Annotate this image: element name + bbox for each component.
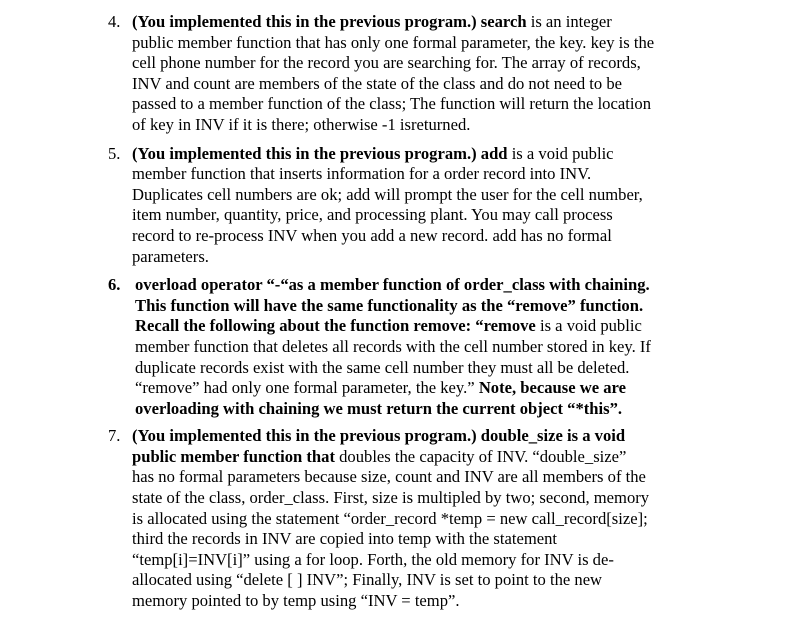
- item-body: [135, 275, 725, 419]
- text-line: [132, 426, 722, 447]
- text-line: [132, 570, 722, 591]
- text-line: [135, 296, 725, 317]
- bold-text: Recall the following about the function remove: “remove: [135, 316, 536, 336]
- bold-text: (You implemented this in the previous program.) search: [132, 12, 527, 31]
- text-line: [132, 115, 722, 136]
- text: item number, quantity, price, and processing plant. You may call process: [132, 205, 613, 225]
- text-line: [132, 509, 722, 530]
- text-line: [132, 467, 722, 488]
- text: duplicate records exist with the same cell number they must all be deleted.: [135, 357, 630, 377]
- text: “temp[i]=INV[i]” using a for loop. Forth, the old memory for INV is de-: [132, 549, 614, 569]
- text-line: [135, 399, 725, 420]
- text-line: [132, 94, 722, 115]
- text: has no formal parameters because size, count and INV are all members of the: [132, 467, 646, 487]
- text: third the records in INV are copied into temp with the statement: [132, 529, 558, 549]
- text: state of the class, order_class. First, size is multipled by two; second, memory: [132, 488, 650, 508]
- text-line: [132, 74, 722, 95]
- list-item-6: [0, 275, 795, 419]
- text: public member function that has only one formal parameter, the key. key is the: [132, 32, 655, 52]
- text-line: [132, 205, 722, 226]
- text: parameters.: [132, 246, 209, 266]
- text: cell phone number for the record you are searching for. The array of records,: [132, 53, 641, 73]
- item-number: 4.: [108, 12, 121, 31]
- document-page: [0, 12, 795, 612]
- item-body: [132, 12, 722, 136]
- text-line: [132, 53, 722, 74]
- text: member function that inserts information for a order record into INV.: [132, 164, 592, 184]
- item-number: 5.: [108, 143, 121, 163]
- text-line: [132, 226, 722, 247]
- item-body: [132, 426, 722, 611]
- text-line: [132, 447, 722, 468]
- text: is allocated using the statement “order_record *temp = new call_record[size];: [132, 508, 648, 528]
- text-line: [132, 247, 722, 268]
- text: of key in INV if it is there; otherwise -1 isreturned.: [132, 114, 471, 134]
- text: is a void public: [507, 143, 614, 163]
- text-line: [132, 144, 722, 165]
- text: Duplicates cell numbers are ok; add will prompt the user for the cell number,: [132, 184, 643, 204]
- text-line: [132, 488, 722, 509]
- text-line: [132, 550, 722, 571]
- text-line: [132, 33, 722, 54]
- list-item-4: [0, 12, 795, 136]
- bold-text: public member function that: [132, 446, 335, 466]
- bold-text: This function will have the same functionality as the “remove” function.: [135, 295, 644, 315]
- text: is a void public: [535, 316, 642, 336]
- text-line: [132, 185, 722, 206]
- text: record to re-process INV when you add a new record. add has no formal: [132, 225, 612, 245]
- text: member function that deletes all records with the cell number stored in key. If: [135, 336, 651, 356]
- item-number: 6.: [108, 275, 121, 295]
- list-item-7: [0, 426, 795, 611]
- text-line: [135, 275, 725, 296]
- text-line: [135, 316, 725, 337]
- item-body: [132, 144, 722, 268]
- text-line: [135, 378, 725, 399]
- text: doubles the capacity of INV. “double_size”: [334, 446, 627, 466]
- text: “remove” had only one formal parameter, the key.”: [135, 378, 479, 398]
- text-line: [135, 358, 725, 379]
- item-number: 7.: [108, 426, 121, 446]
- list-item-5: [0, 144, 795, 268]
- bold-text: Note, because we are: [478, 378, 626, 398]
- bold-text: (You implemented this in the previous program.) add: [132, 143, 508, 163]
- text: INV and count are members of the state of the class and do not need to be: [132, 73, 622, 93]
- text: is an integer: [526, 12, 612, 31]
- text-line: [135, 337, 725, 358]
- bold-text: overloading with chaining we must return the current object “*this”.: [135, 398, 623, 418]
- text-line: [132, 529, 722, 550]
- bold-text: (You implemented this in the previous program.) double_size is a void: [132, 426, 626, 446]
- text: passed to a member function of the class; The function will return the location: [132, 94, 652, 114]
- bold-text: overload operator “-“as a member function of order_class with chaining.: [135, 275, 650, 295]
- text-line: [132, 12, 722, 33]
- text-line: [132, 591, 722, 612]
- text: allocated using “delete [ ] INV”; Finally, INV is set to point to the new: [132, 570, 603, 590]
- text: memory pointed to by temp using “INV = temp”.: [132, 591, 460, 611]
- text-line: [132, 164, 722, 185]
